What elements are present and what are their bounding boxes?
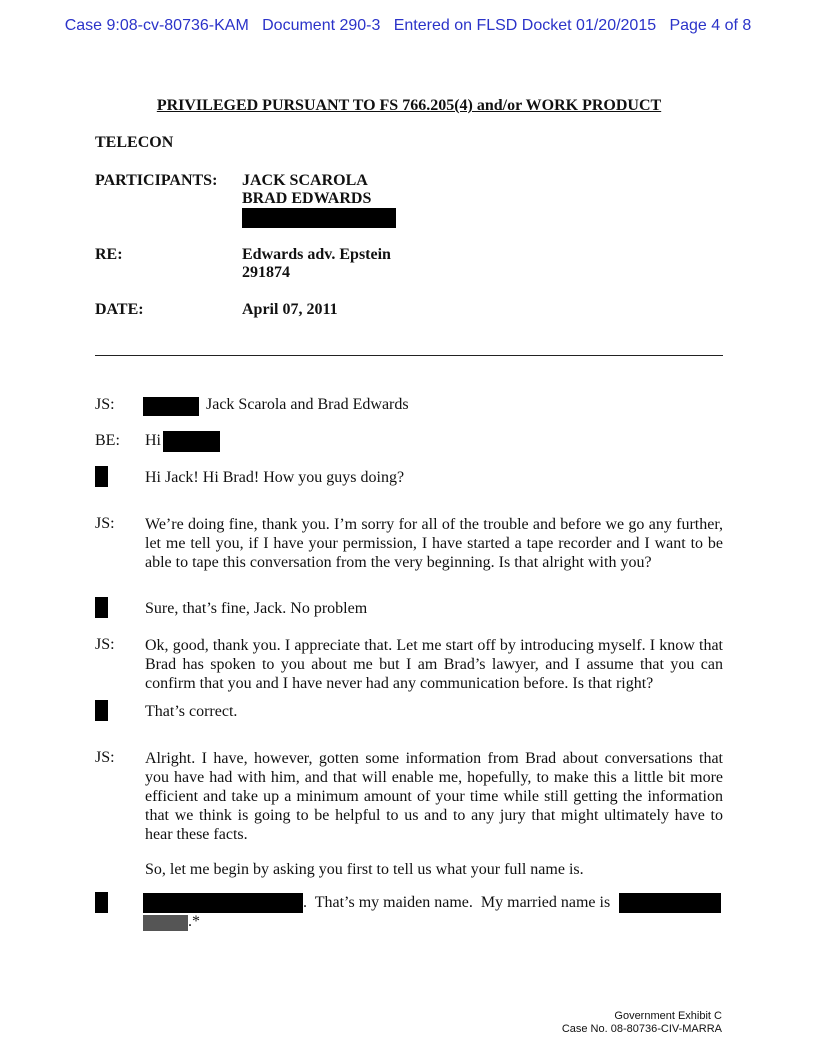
speaker-label: BE: [95, 432, 120, 449]
transcript-text: That’s correct. [145, 703, 238, 720]
redaction [242, 208, 396, 228]
exhibit-label [562, 1010, 722, 1036]
transcript-text: Ok, good, thank you. I appreciate that. Let me start off by introducing myself. I know that Brad has spoken to you about me but I am Brad’s lawyer, and I assume that you can confirm that you and I have never had any communication before. Is that right? [145, 637, 723, 692]
speaker-label: JS: [95, 749, 115, 766]
redacted-speaker [95, 892, 108, 913]
speaker-label: JS: [95, 515, 115, 532]
participants-label: PARTICIPANTS: [95, 172, 218, 189]
transcript-text: Hi Jack! Hi Brad! How you guys doing? [145, 469, 405, 486]
redacted-speaker [95, 700, 108, 721]
re-number: 291874 [242, 264, 290, 281]
transcript-text-tail: .* [188, 913, 200, 930]
redaction [143, 397, 199, 416]
participant-2: BRAD EDWARDS [242, 190, 372, 207]
speaker-label: JS: [95, 396, 115, 413]
transcript-text: So, let me begin by asking you first to tell us what your full name is. [145, 861, 584, 878]
transcript-text: . That’s my maiden name. My married name is [303, 894, 611, 911]
transcript-text: We’re doing fine, thank you. I’m sorry for all of the trouble and before we go any further, let me tell you, if I have your permission, I have started a tape recorder and I want to be able to tape this conversation from the very beginning. Is that alright with you? [145, 516, 723, 571]
participant-1: JACK SCAROLA [242, 172, 368, 189]
date-value: April 07, 2011 [242, 301, 338, 318]
date-label: DATE: [95, 301, 144, 318]
re-label: RE: [95, 246, 123, 263]
redacted-speaker [95, 597, 108, 618]
divider [95, 355, 723, 356]
privilege-title: PRIVILEGED PURSUANT TO FS 766.205(4) and/or WORK PRODUCT [156, 97, 662, 114]
redaction [619, 893, 721, 913]
speaker-label: JS: [95, 636, 115, 653]
docket-stamp: Case 9:08-cv-80736-KAM Document 290-3 Entered on FLSD Docket 01/20/2015 Page 4 of 8 [64, 17, 752, 34]
exhibit-case-number: Case No. 08-80736-CIV-MARRA [561, 1023, 722, 1035]
redaction [143, 915, 188, 931]
memo-type: TELECON [95, 134, 174, 151]
transcript-text: Jack Scarola and Brad Edwards [206, 396, 409, 413]
redaction [163, 431, 220, 452]
transcript-text: Alright. I have, however, gotten some information from Brad about conversations that you have had with him, and that will enable me, hopefully, to make this a little bit more efficient and take up a minimum amount of your time while still getting the information that we think is going to be helpful to us and to any jury that might ultimately have to hear these facts. [145, 750, 723, 843]
re-case: Edwards adv. Epstein [242, 246, 391, 263]
transcript-text: Hi [145, 432, 161, 449]
exhibit-title: Government Exhibit C [614, 1010, 722, 1022]
redaction [143, 893, 303, 913]
redacted-speaker [95, 466, 108, 487]
transcript-text: Sure, that’s fine, Jack. No problem [145, 600, 368, 617]
